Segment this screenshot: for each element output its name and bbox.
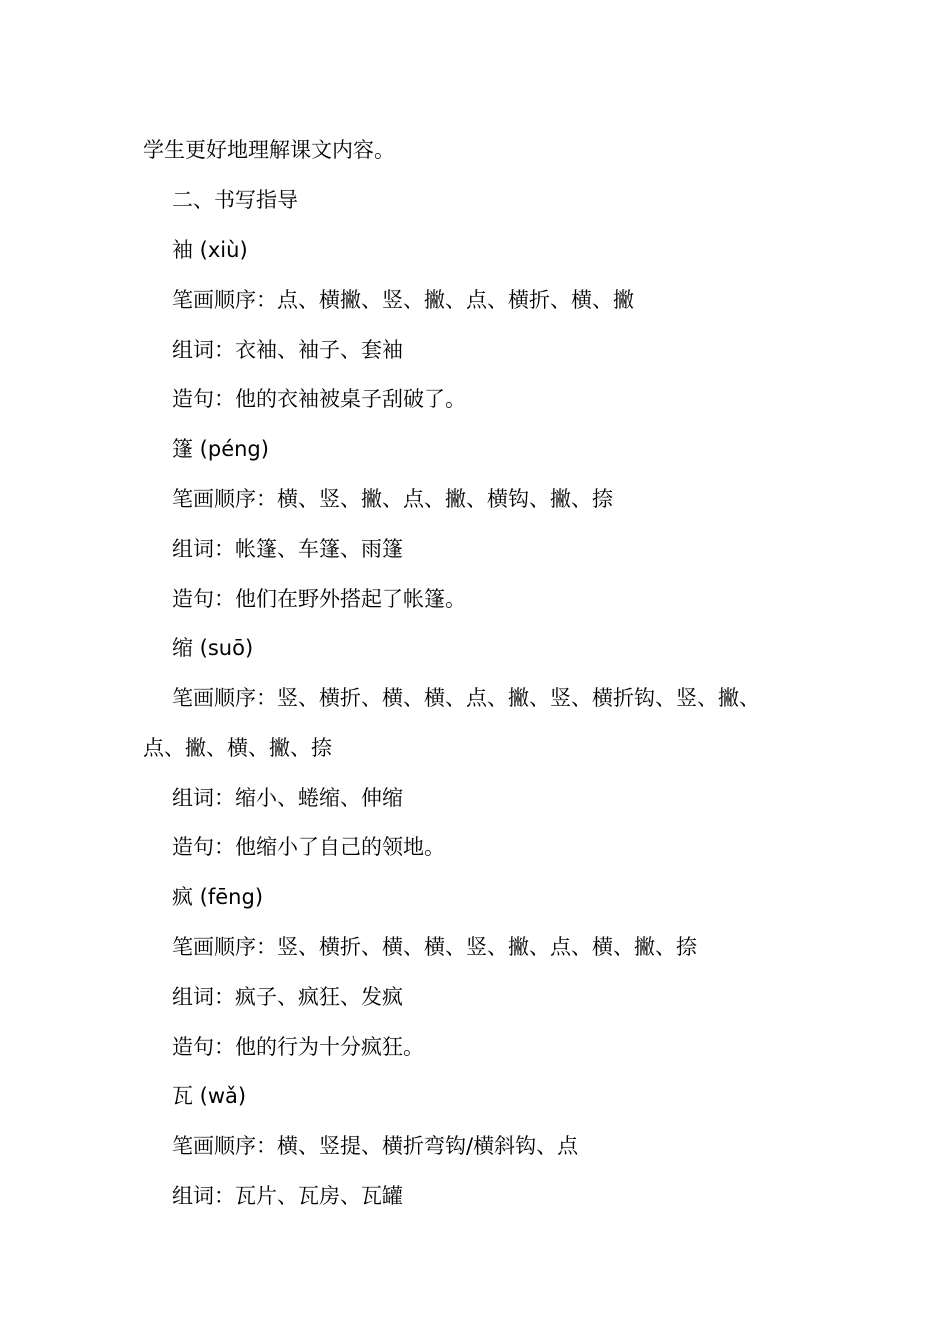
character-heading-xiu: 袖 (xiù) [172, 238, 248, 262]
stroke-order-feng: 笔画顺序：竖、横折、横、横、竖、撇、点、横、撇、捺 [172, 935, 697, 959]
stroke-order-wa: 笔画顺序：横、竖提、横折弯钩/横斜钩、点 [172, 1134, 579, 1158]
section-heading-writing-guide: 二、书写指导 [172, 188, 298, 212]
stroke-order-xiu: 笔画顺序：点、横撇、竖、撇、点、横折、横、撇 [172, 288, 634, 312]
sentence-xiu: 造句：他的衣袖被桌子刮破了。 [172, 387, 466, 411]
words-wa: 组词：瓦片、瓦房、瓦罐 [172, 1184, 403, 1208]
words-feng: 组词：疯子、疯狂、发疯 [172, 985, 403, 1009]
sentence-peng: 造句：他们在野外搭起了帐篷。 [172, 587, 466, 611]
words-suo: 组词：缩小、蜷缩、伸缩 [172, 786, 403, 810]
stroke-order-suo: 笔画顺序：竖、横折、横、横、点、撇、竖、横折钩、竖、撇、 [172, 686, 760, 710]
words-xiu: 组词：衣袖、袖子、套袖 [172, 338, 403, 362]
sentence-suo: 造句：他缩小了自己的领地。 [172, 835, 445, 859]
sentence-feng: 造句：他的行为十分疯狂。 [172, 1035, 424, 1059]
character-heading-peng: 篷 (péng) [172, 437, 269, 461]
words-peng: 组词：帐篷、车篷、雨篷 [172, 537, 403, 561]
stroke-order-suo-continuation: 点、撇、横、撇、捺 [143, 736, 332, 760]
character-heading-wa: 瓦 (wǎ) [172, 1084, 247, 1108]
character-heading-suo: 缩 (suō) [172, 636, 254, 660]
character-heading-feng: 疯 (fēng) [172, 885, 264, 909]
text-line-intro-continuation: 学生更好地理解课文内容。 [143, 138, 395, 162]
stroke-order-peng: 笔画顺序：横、竖、撇、点、撇、横钩、撇、捺 [172, 487, 613, 511]
